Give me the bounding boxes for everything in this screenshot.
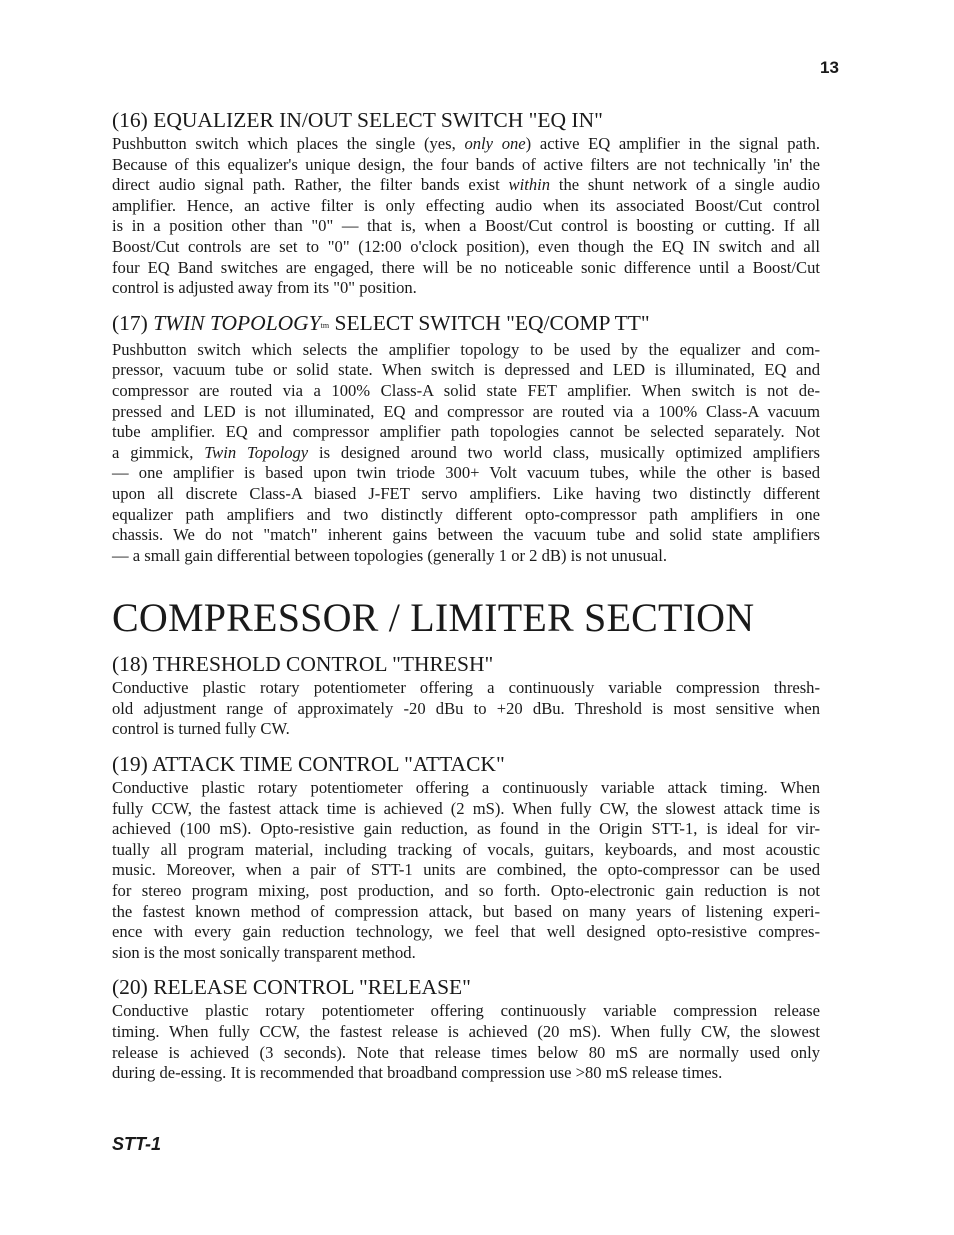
document-body <box>112 106 820 1084</box>
text-line: pressed and LED is not illuminated, EQ and compressor are routed via a 100% Class-A vacuum <box>112 401 820 421</box>
text-line: fully CCW, the fastest attack time is achieved (2 mS). When fully CW, the slowest attack time is <box>112 798 820 818</box>
text-line: tually all program material, including tracking of vocals, guitars, keyboards, and most acoustic <box>112 839 820 859</box>
compressor-section-title: COMPRESSOR / LIMITER SECTION <box>112 595 755 641</box>
text-line: — one amplifier is based upon twin triode 300+ Volt vacuum tubes, while the other is based <box>112 463 820 483</box>
text-line <box>112 443 820 464</box>
text-line: for stereo program mixing, post production, and so forth. Opto-electronic gain reduction is not <box>112 881 820 901</box>
text-line: control is turned fully CW. <box>112 719 290 739</box>
text-segment: the shunt network of a single audio <box>550 175 820 195</box>
text-line: — a small gain differential between topologies (generally 1 or 2 dB) is not unusual. <box>112 545 667 565</box>
section-text <box>112 678 820 740</box>
section-heading: (19) ATTACK TIME CONTROL "ATTACK" <box>112 752 505 777</box>
text-line: during de-essing. It is recommended that broadband compression use >80 mS release times. <box>112 1063 723 1083</box>
italic-text: within <box>508 175 551 195</box>
section-heading: (20) RELEASE CONTROL "RELEASE" <box>112 975 471 1000</box>
text-line <box>112 134 820 155</box>
text-line: chassis. We do not "match" inherent gains between the vacuum tube and solid state amplifiers <box>112 525 820 545</box>
text-line: upon all discrete Class-A biased J-FET servo amplifiers. Like having two distinctly different <box>112 483 820 503</box>
text-line: amplifier. Hence, an active filter is only effecting audio when its associated Boost/Cut control <box>112 195 820 215</box>
text-line: compressor are routed via a 100% Class-A solid state FET amplifier. When switch is not de- <box>112 380 820 400</box>
text-segment: is designed around two world class, musically optimized amplifiers <box>308 442 820 462</box>
text-line: achieved (100 mS). Opto-resistive gain reduction, as found in the Origin STT-1, is ideal for vir- <box>112 819 820 839</box>
footer-model-name: STT-1 <box>112 1134 162 1154</box>
text-line: Pushbutton switch which selects the amplifier topology to be used by the equalizer and com- <box>112 339 820 359</box>
trademark-mark: tm <box>320 320 330 330</box>
text-segment: a gimmick, <box>112 442 205 462</box>
section-text <box>112 134 820 299</box>
text-line: control is adjusted away from its "0" position. <box>112 278 417 298</box>
text-line: release is achieved (3 seconds). Note that release times below 80 mS are normally used only <box>112 1042 820 1062</box>
text-segment: Pushbutton switch which places the single (yes, <box>112 134 465 153</box>
text-line: Conductive plastic rotary potentiometer offering a continuously variable compression thresh- <box>112 678 820 698</box>
text-line: Conductive plastic rotary potentiometer offering a continuously variable attack timing. When <box>112 778 820 798</box>
italic-text: only one <box>464 134 526 153</box>
text-line: tube amplifier. EQ and compressor amplifier path topologies cannot be selected separately. Not <box>112 422 820 442</box>
text-segment: direct audio signal path. Rather, the filter bands exist <box>112 175 509 195</box>
heading-suffix: SELECT SWITCH "EQ/COMP TT" <box>329 310 650 335</box>
text-line: ence with every gain reduction technology, we feel that well designed opto-resistive compres- <box>112 922 820 942</box>
text-line <box>112 175 820 196</box>
text-segment: ) active EQ amplifier in the signal path. <box>525 134 820 153</box>
section-attack-control <box>112 750 820 963</box>
text-line: Conductive plastic rotary potentiometer offering continuously variable compression release <box>112 1001 820 1021</box>
section-text <box>112 1001 820 1083</box>
heading-italic: TWIN TOPOLOGY <box>153 310 321 335</box>
text-line: music. Moreover, when a pair of STT-1 units are combined, the opto-compressor can be used <box>112 860 820 880</box>
text-line: Because of this equalizer's unique design, the four bands of active filters are not technically 'in' the <box>112 154 820 174</box>
section-threshold-control <box>112 650 820 740</box>
page-number: 13 <box>820 58 839 77</box>
section-heading: (16) EQUALIZER IN/OUT SELECT SWITCH "EQ IN" <box>112 108 603 132</box>
section-text <box>112 778 820 963</box>
section-release-control <box>112 973 820 1083</box>
section-eq-in-switch <box>112 106 820 299</box>
text-line: equalizer path amplifiers and two distinctly different opto-compressor path amplifiers in one <box>112 504 820 524</box>
section-heading: (18) THRESHOLD CONTROL "THRESH" <box>112 652 494 677</box>
section-twin-topology-switch <box>112 309 820 567</box>
section-heading <box>112 309 820 340</box>
text-line: the fastest known method of compression attack, but based on many years of listening experi- <box>112 901 820 921</box>
text-line: old adjustment range of approximately -20 dBu to +20 dBu. Threshold is most sensitive when <box>112 698 820 718</box>
text-line: Boost/Cut controls are set to "0" (12:00 o'clock position), even though the EQ IN switch and all <box>112 236 820 256</box>
text-line: is in a position other than "0" — that is, when a Boost/Cut control is boosting or cutting. If all <box>112 216 820 236</box>
text-line: sion is the most sonically transparent method. <box>112 942 416 962</box>
italic-text: Twin Topology <box>204 442 309 462</box>
heading-prefix: (17) <box>112 310 154 335</box>
section-text <box>112 340 820 567</box>
text-line: pressor, vacuum tube or solid state. When switch is depressed and LED is illuminated, EQ and <box>112 360 820 380</box>
text-line: timing. When fully CCW, the fastest release is achieved (20 mS). When fully CW, the slowest <box>112 1022 820 1041</box>
text-line: four EQ Band switches are engaged, there will be no noticeable sonic difference until a Boost/Cut <box>112 257 820 277</box>
